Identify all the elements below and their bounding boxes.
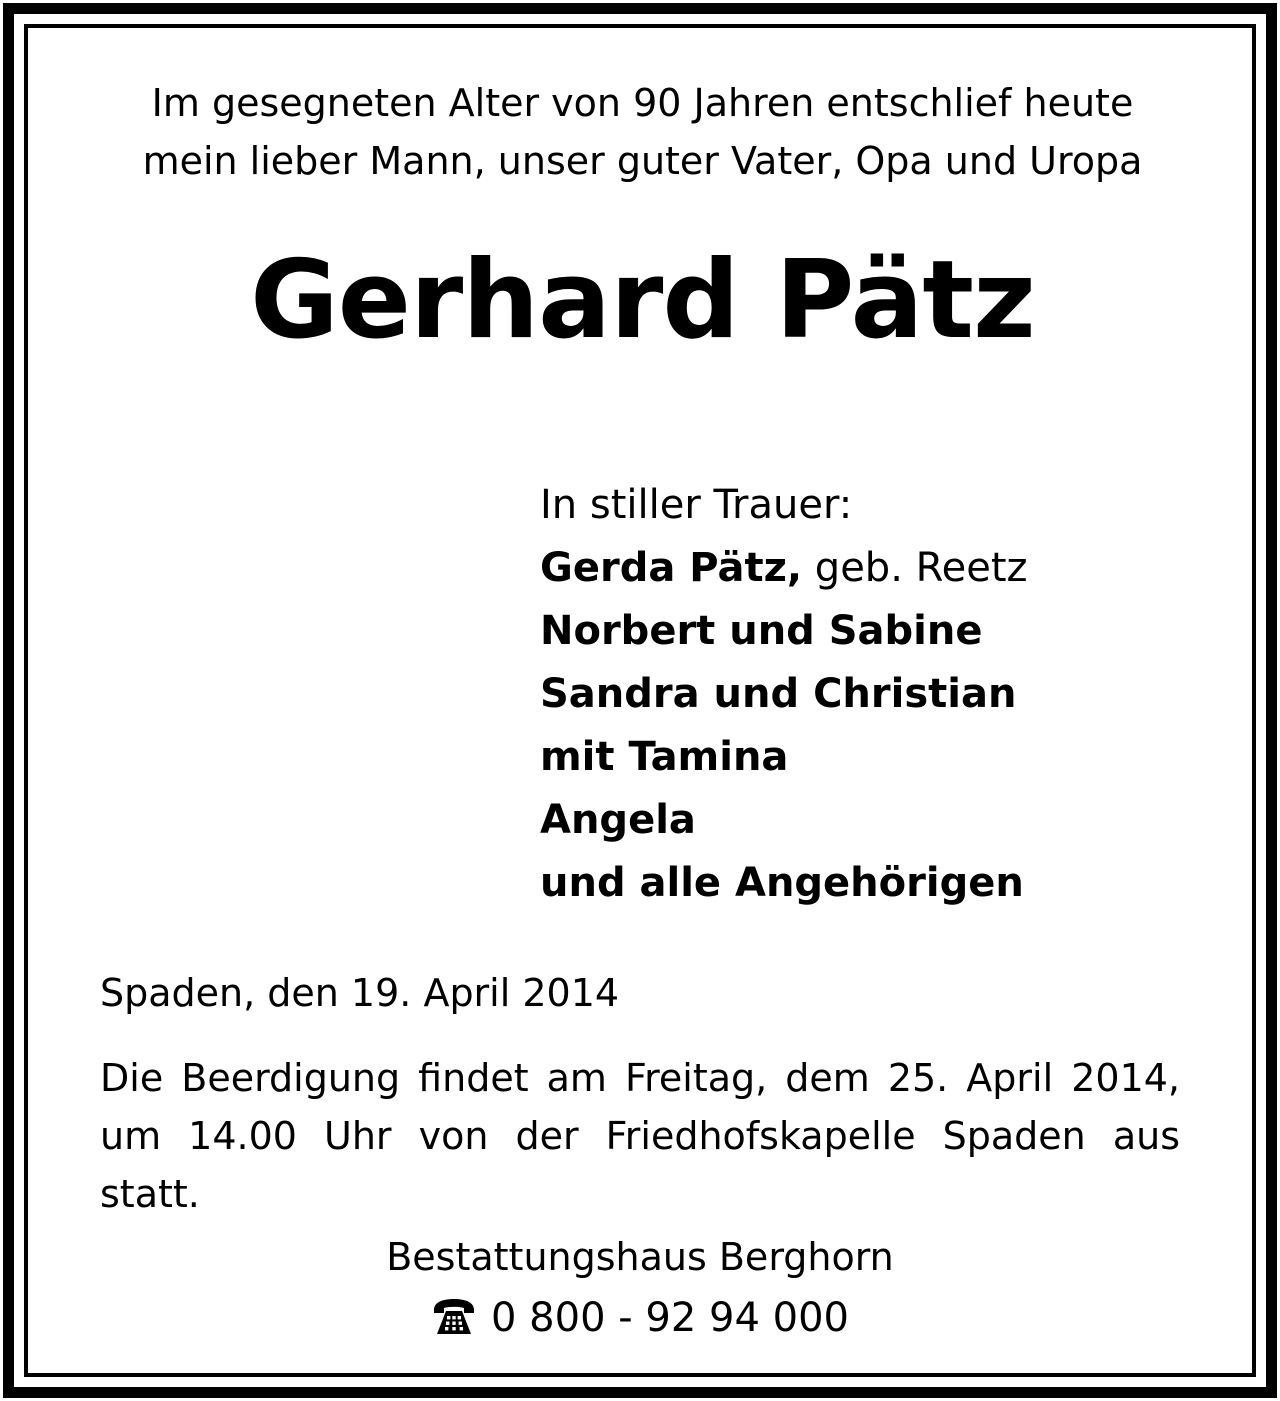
funeral-line-3: statt. [100, 1172, 200, 1216]
spouse-birth-name: geb. Reetz [814, 545, 1028, 591]
mourner-line: Sandra und Christian [540, 671, 1017, 717]
telephone-icon [431, 1297, 477, 1337]
funeral-notice [100, 1049, 1180, 1223]
intro-line-2: mein lieber Mann, unser guter Vater, Opa und Uropa [142, 139, 1143, 183]
place-date: Spaden, den 19. April 2014 [100, 971, 620, 1015]
mourner-line: und alle Angehörigen [540, 860, 1024, 906]
mourner-line: mit Tamina [540, 734, 789, 780]
undertaker-name: Bestattungshaus Berghorn [386, 1235, 894, 1279]
mourner-line: Angela [540, 797, 696, 843]
mourners-block [540, 474, 1028, 915]
undertaker-phone-row [100, 1288, 1180, 1348]
mourners-heading: In stiller Trauer: [540, 482, 853, 528]
intro-text [100, 74, 1185, 190]
spouse-name: Gerda Pätz, [540, 545, 803, 591]
funeral-line-1: Die Beerdigung findet am Freitag, dem 25. April 2014, [100, 1056, 1180, 1100]
mourner-line: Norbert und Sabine [540, 608, 983, 654]
intro-line-1: Im gesegneten Alter von 90 Jahren entschlief heute [151, 81, 1134, 125]
deceased-name: Gerhard Pätz [250, 238, 1035, 363]
mourner-spouse [540, 537, 1028, 600]
funeral-line-2: um 14.00 Uhr von der Friedhofskapelle Spaden aus [100, 1114, 1180, 1158]
phone-number: 0 800 - 92 94 000 [491, 1295, 849, 1341]
